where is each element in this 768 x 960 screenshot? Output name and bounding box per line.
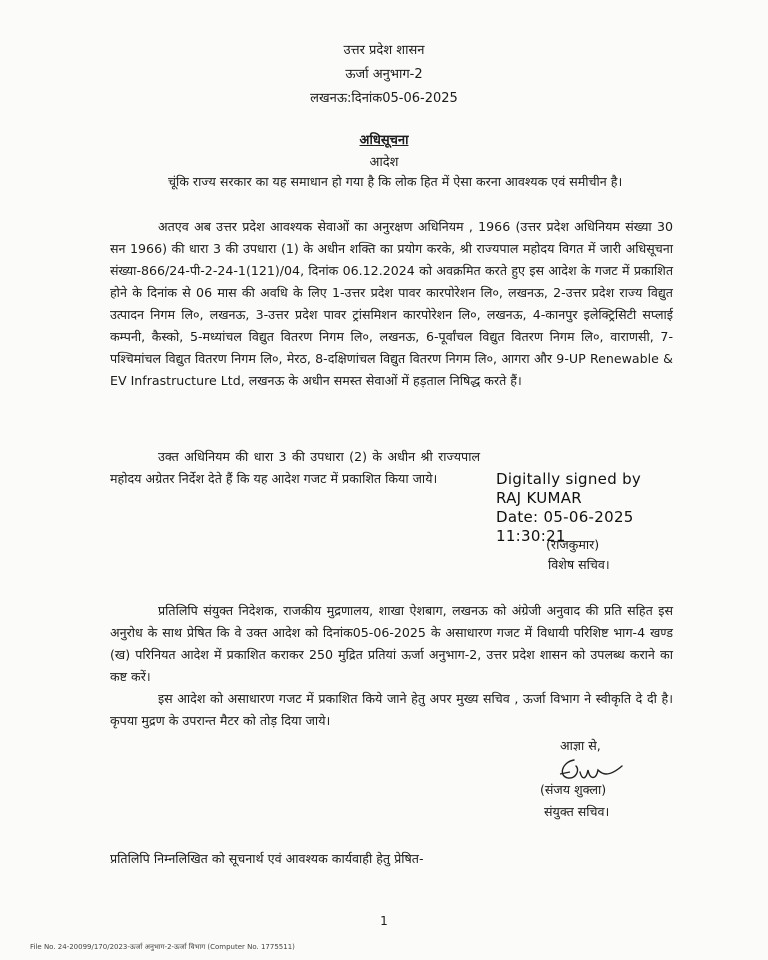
copy1-paragraph-1: प्रतिलिपि संयुक्त निदेशक, राजकीय मुद्रणालय, शाखा ऐशबाग, लखनऊ को अंग्रेजी अनुवाद की प्रति सहित इस अनुरोध के साथ प्रेषित कि वे उक्त आदेश को दिनांक05-06-2025 के असाधारण गजट में विधायी परिशिष्ट भाग-4 खण्ड (ख) परिनियत आदेश में प्रकाशित कराकर 250 मुद्रित प्रतियां ऊर्जा अनुभाग-2, उत्तर प्रदेश शासन को उपलब्ध कराने का कष्ट करें। [110, 603, 673, 684]
body-paragraph-2: अतएव अब उत्तर प्रदेश आवश्यक सेवाओं का अनुरक्षण अधिनियम , 1966 (उत्तर प्रदेश अधिनियम संख्या 30 सन 1966) की धारा 3 की उपधारा (1) के अधीन शक्ति का प्रयोग करके, श्री राज्यपाल महोदय विगत में जारी अधिसूचना संख्या-866/24-पी-2-24-1(121)/04, दिनांक 06.12.2024 को अवक्रमित करते हुए इस आदेश के गजट में प्रकाशित होने के दिनांक से 06 मास की अवधि के लिए 1-उत्तर प्रदेश पावर कारपोरेशन लि०, लखनऊ, 2-उत्तर प्रदेश राज्य विद्युत उत्पादन निगम लि०, लखनऊ, 3-उत्तर प्रदेश पावर ट्रांसमिशन कारपोरेशन लि०, लखनऊ, 4-कानपुर इलेक्ट्रिसिटी सप्लाई कम्पनी, कैस्को, 5-मध्यांचल विद्युत वितरण निगम लि०, लखनऊ, 6-पूर्वांचल विद्युत वितरण निगम लि०, वाराणसी, 7-पश्चिमांचल विद्युत वितरण निगम लि०, मेरठ, 8-दक्षिणांचल विद्युत वितरण निगम लि०, आगरा और 9-UP Renewable & EV Infrastructure Ltd, लखनऊ के अधीन समस्त सेवाओं में हड़ताल निषिद्ध करते हैं। [110, 219, 673, 388]
notification-title: अधिसूचना [359, 133, 409, 148]
body-paragraph-1: चूंकि राज्य सरकार का यह समाधान हो गया है कि लोक हित में ऐसा करना आवश्यक एवं समीचीन है। [168, 174, 623, 189]
signatory2-name: (संजय शुक्ला) [540, 782, 607, 797]
digital-signature-line1: Digitally signed by [496, 470, 642, 488]
by-order-text: आज्ञा से, [560, 738, 601, 753]
copy2-text: प्रतिलिपि निम्नलिखित को सूचनार्थ एवं आवश्यक कार्यवाही हेतु प्रेषित- [110, 851, 424, 866]
notification-subtitle: आदेश [369, 155, 399, 170]
signatory1-designation: विशेष सचिव। [548, 557, 610, 572]
header-department: ऊर्जा अनुभाग-2 [345, 67, 423, 82]
header-government: उत्तर प्रदेश शासन [343, 43, 425, 58]
header-place-date: लखनऊ:दिनांक05-06-2025 [310, 91, 458, 106]
copy1-paragraph-2: इस आदेश को असाधारण गजट में प्रकाशित किये जाने हेतु अपर मुख्य सचिव , ऊर्जा विभाग ने स्वीकृति दे दी है। कृपया मुद्रण के उपरान्त मैटर को तोड़ दिया जाये। [110, 691, 673, 728]
footer-file-number: File No. 24-20099/170/2023-ऊर्जा अनुभाग-2-ऊर्जा विभाग (Computer No. 1775511) [30, 943, 295, 951]
digital-signature-date: Date: 05-06-2025 [496, 508, 634, 526]
digital-signature-block [496, 470, 641, 546]
signatory1-name: (राजकुमार) [546, 537, 600, 552]
signatory2-designation: संयुक्त सचिव। [544, 804, 610, 819]
digital-signature-name: RAJ KUMAR [496, 489, 583, 507]
page-number: 1 [380, 914, 388, 928]
digital-signature-time: 11:30:21 [496, 527, 566, 545]
body-paragraph-3: उक्त अधिनियम की धारा 3 की उपधारा (2) के अधीन श्री राज्यपाल महोदय अग्रेतर निर्देश देते हैं कि यह आदेश गजट में प्रकाशित किया जाये। [110, 449, 480, 486]
